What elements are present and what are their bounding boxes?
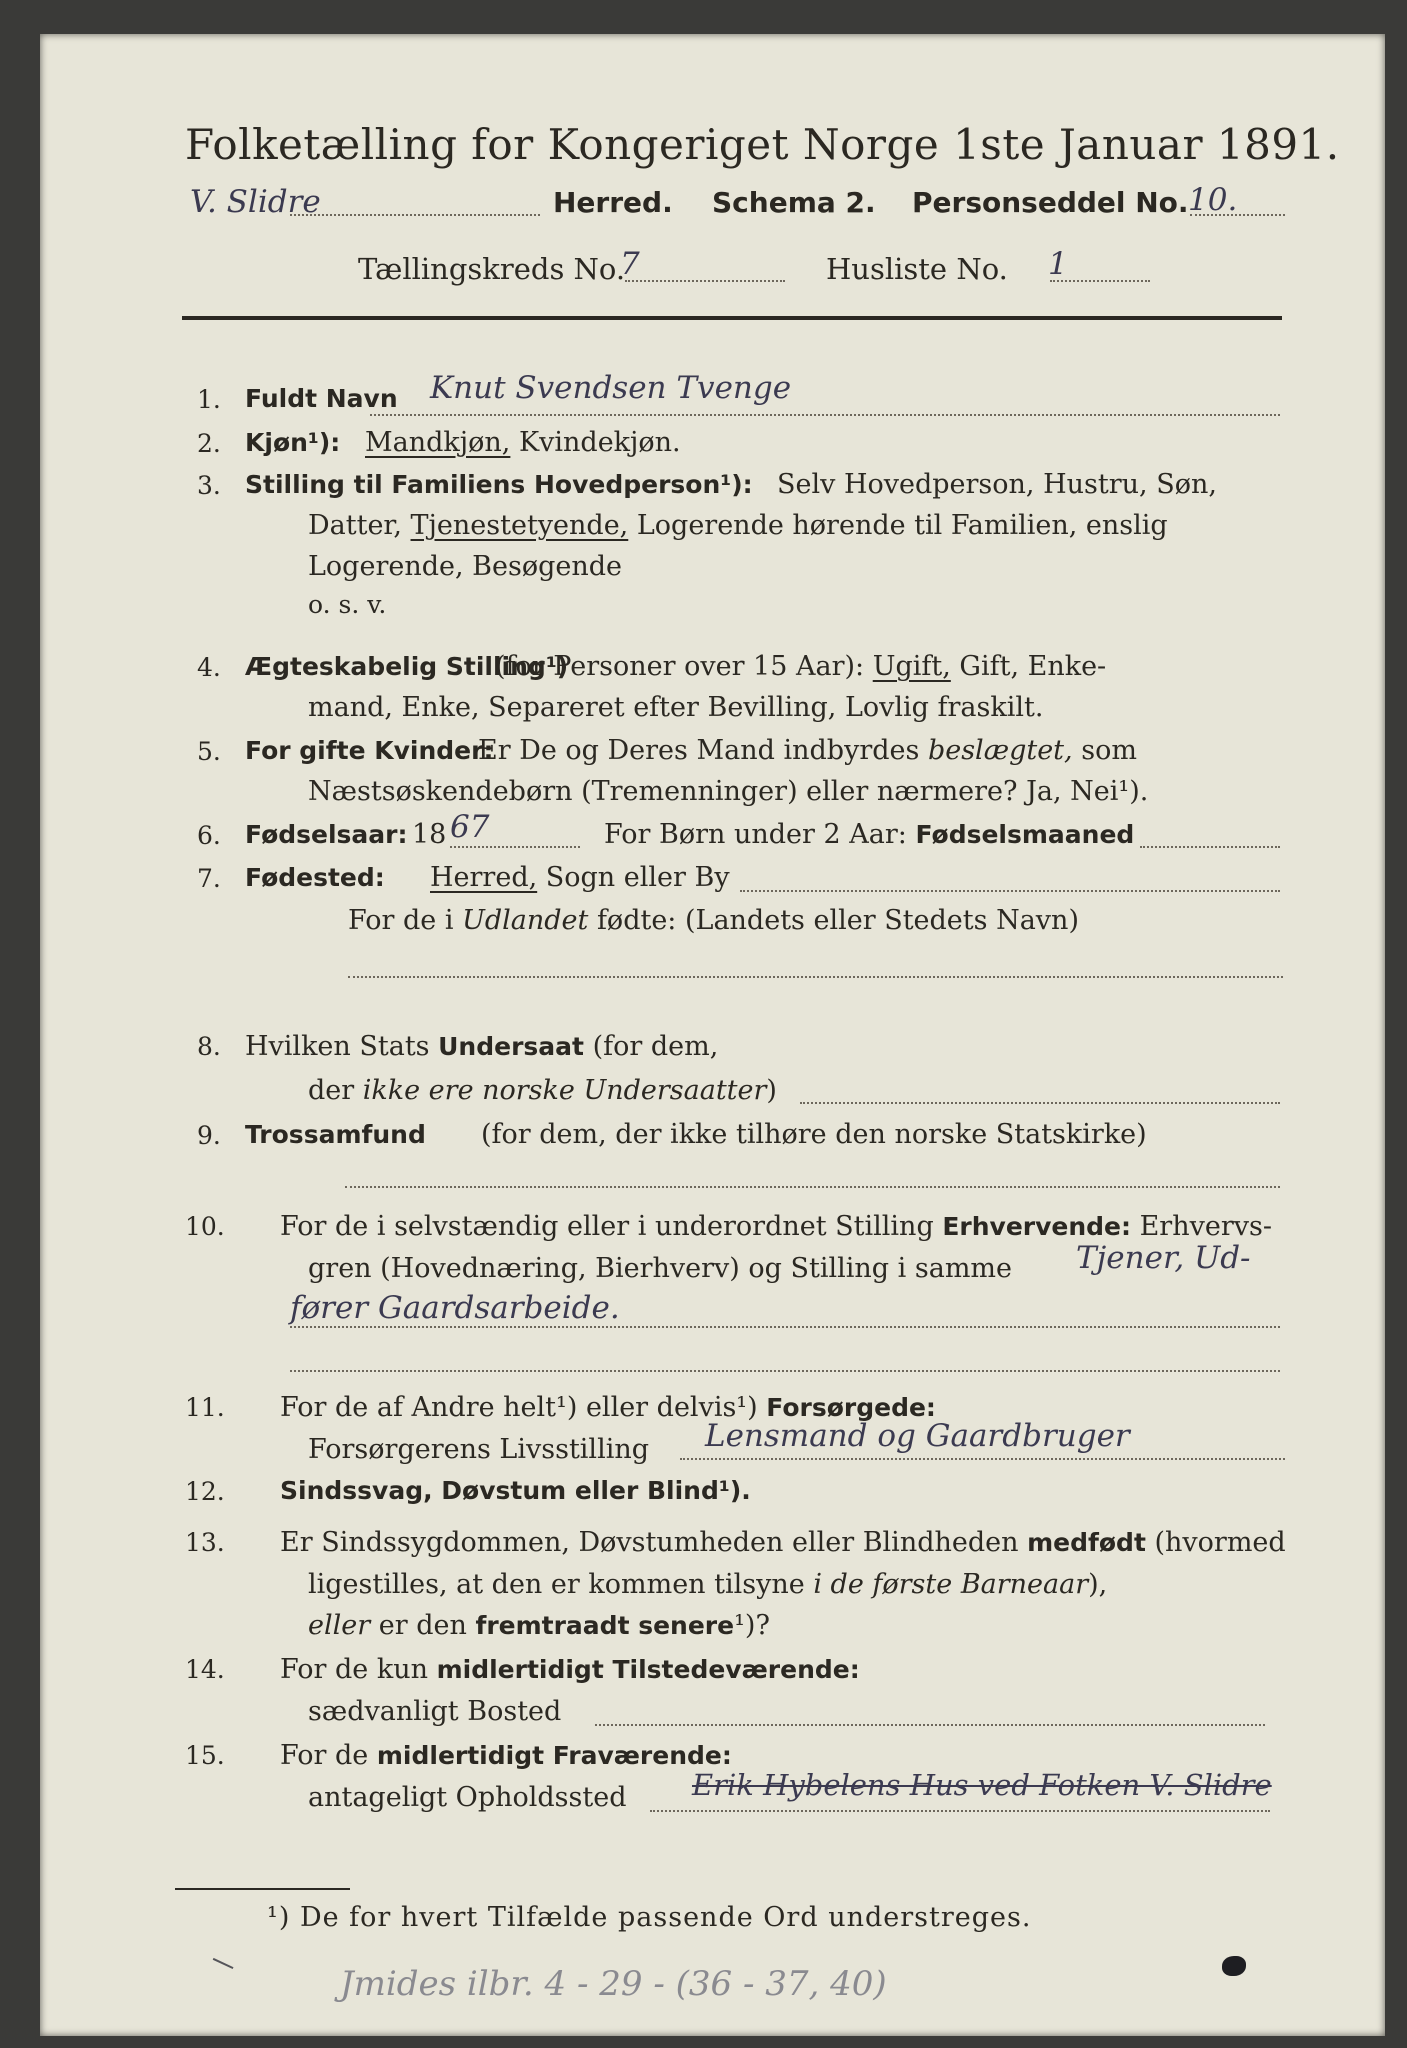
item-15-line2: antageligt Opholdssted [308,1782,627,1813]
item-10-number: 10. [185,1212,225,1241]
item-1-label: Fuldt Navn [245,384,398,413]
item-6-dots [450,846,580,848]
pencil-annotation: Jmides ilbr. 4 - 29 - (36 - 37, 40) [340,1964,887,2004]
item-10-dots-2 [290,1370,1280,1372]
item-6-value: 67 [450,809,490,845]
item-8-dots [800,1102,1280,1104]
item-9-dots [345,1186,1280,1188]
item-12-number: 12. [185,1477,225,1506]
item-6-text: For Børn under 2 Aar: Fødselsmaaned [604,819,1135,850]
item-3-line4: o. s. v. [308,590,387,619]
item-7-line1: Herred, Sogn eller By [430,862,730,893]
item-1-number: 1. [197,385,221,414]
item-14-dots [595,1724,1265,1726]
item-13-line3: eller er den fremtraadt senere¹)? [308,1610,770,1641]
item-7-selected: Herred, [430,862,538,893]
item-5-number: 5. [197,737,221,766]
item-15-dots [650,1810,1270,1812]
item-4-line2: mand, Enke, Separeret efter Bevilling, Lovlig fraskilt. [308,692,1044,723]
item-14-line1: For de kun midlertidigt Tilstedeværende: [280,1654,860,1685]
item-11-line1: For de af Andre helt¹) eller delvis¹) Forsørgede: [280,1392,936,1423]
item-6-label: Fødselsaar: [245,820,408,849]
item-13-line1: Er Sindssygdommen, Døvstumheden eller Blindheden medfødt (hvormed [280,1527,1286,1558]
item-4-selected: Ugift, [872,651,951,682]
item-2-number: 2. [197,429,221,458]
item-10-dots [290,1326,1280,1328]
item-15-value: Erik Hybelens Hus ved Fotken V. Slidre [692,1768,1272,1802]
header-rule [182,316,1282,320]
item-2-text: Mandkjøn, Kvindekjøn. [365,427,681,458]
item-3-number: 3. [197,471,221,500]
item-3-selected: Tjenestetyende, [410,510,629,541]
taellingskreds-dots [625,280,785,282]
personseddel-dots [1190,214,1285,216]
item-2-label: Kjøn¹): [245,428,341,457]
item-11-dots [680,1458,1285,1460]
footnote: ¹) De for hvert Tilfælde passende Ord understreges. [267,1902,1032,1933]
item-7-dots-2 [348,976,1283,978]
item-7-number: 7. [197,864,221,893]
item-11-value: Lensmand og Gaardbruger [705,1418,1130,1454]
form-title: Folketælling for Kongeriget Norge 1ste Januar 1891. [185,120,1340,169]
item-6-dots-2 [1140,846,1280,848]
item-3-line3: Logerende, Besøgende [308,551,622,582]
item-9-label: Trossamfund [245,1120,426,1149]
item-10-value-1: Tjener, Ud- [1076,1240,1251,1276]
item-2-selected: Mandkjøn, [365,427,511,458]
item-8-line1: Hvilken Stats Undersaat (for dem, [245,1031,719,1062]
item-5-label: For gifte Kvinder: [245,736,494,765]
item-10-line2: gren (Hovednæring, Bierhverv) og Stilling i samme [308,1253,1013,1284]
item-10-line1: For de i selvstændig eller i underordnet Stilling Erhvervende: Erhvervs- [280,1211,1272,1242]
schema-label: Schema 2. [712,186,876,219]
item-5-line1: Er De og Deres Mand indbyrdes beslægtet, som [478,735,1137,766]
item-7-label: Fødested: [245,863,385,892]
item-11-number: 11. [185,1393,225,1422]
herred-label: Herred. [553,186,673,219]
herred-dots [290,214,540,216]
item-9-number: 9. [197,1121,221,1150]
item-6-century: 18 [412,819,447,850]
item-15-line1: For de midlertidigt Fraværende: [280,1740,732,1771]
item-12-label: Sindssvag, Døvstum eller Blind¹). [280,1476,751,1505]
husliste-dots [1050,280,1150,282]
footnote-rule [175,1888,350,1890]
item-1-dots [370,414,1280,416]
item-15-number: 15. [185,1741,225,1770]
ink-blot [1222,1956,1246,1976]
item-7-line2: For de i Udlandet fødte: (Landets eller Stedets Navn) [348,905,1079,936]
item-4-number: 4. [197,653,221,682]
herred-value: V. Slidre [190,184,321,220]
item-9-text: (for dem, der ikke tilhøre den norske Statskirke) [481,1119,1147,1150]
item-14-line2: sædvanligt Bosted [308,1696,562,1727]
item-5-line2: Næstsøskendebørn (Tremenninger) eller nærmere? Ja, Nei¹). [308,776,1149,807]
item-10-value-2: fører Gaardsarbeide. [290,1290,620,1326]
taellingskreds-label: Tællingskreds No. [358,252,626,286]
personseddel-label: Personseddel No. [912,186,1189,219]
item-3-label: Stilling til Familiens Hovedperson¹): [245,470,753,499]
item-6-number: 6. [197,821,221,850]
pencil-mark [208,1958,233,1978]
husliste-value: 1 [1048,246,1068,282]
item-8-line2: der ikke ere norske Undersaatter) [308,1075,777,1106]
item-11-line2: Forsørgerens Livsstilling [308,1434,650,1465]
item-8-number: 8. [197,1032,221,1061]
item-4-label: Ægteskabelig Stilling¹) [245,652,569,681]
item-13-number: 13. [185,1528,225,1557]
census-form-sheet [40,34,1385,2036]
item-7-dots [740,890,1280,892]
item-4-line1: (for Personer over 15 Aar): Ugift, Gift, Enke- [495,651,1107,682]
item-13-line2: ligestilles, at den er kommen tilsyne i de første Barneaar), [308,1569,1108,1600]
taellingskreds-value: 7 [620,246,640,282]
item-1-value: Knut Svendsen Tvenge [430,370,792,406]
personseddel-value: 10. [1188,182,1238,218]
item-3-line1: Selv Hovedperson, Hustru, Søn, [777,469,1217,500]
husliste-label: Husliste No. [826,252,1008,286]
item-14-number: 14. [185,1655,225,1684]
item-3-line2: Datter, Tjenestetyende, Logerende hørende til Familien, enslig [308,510,1168,541]
